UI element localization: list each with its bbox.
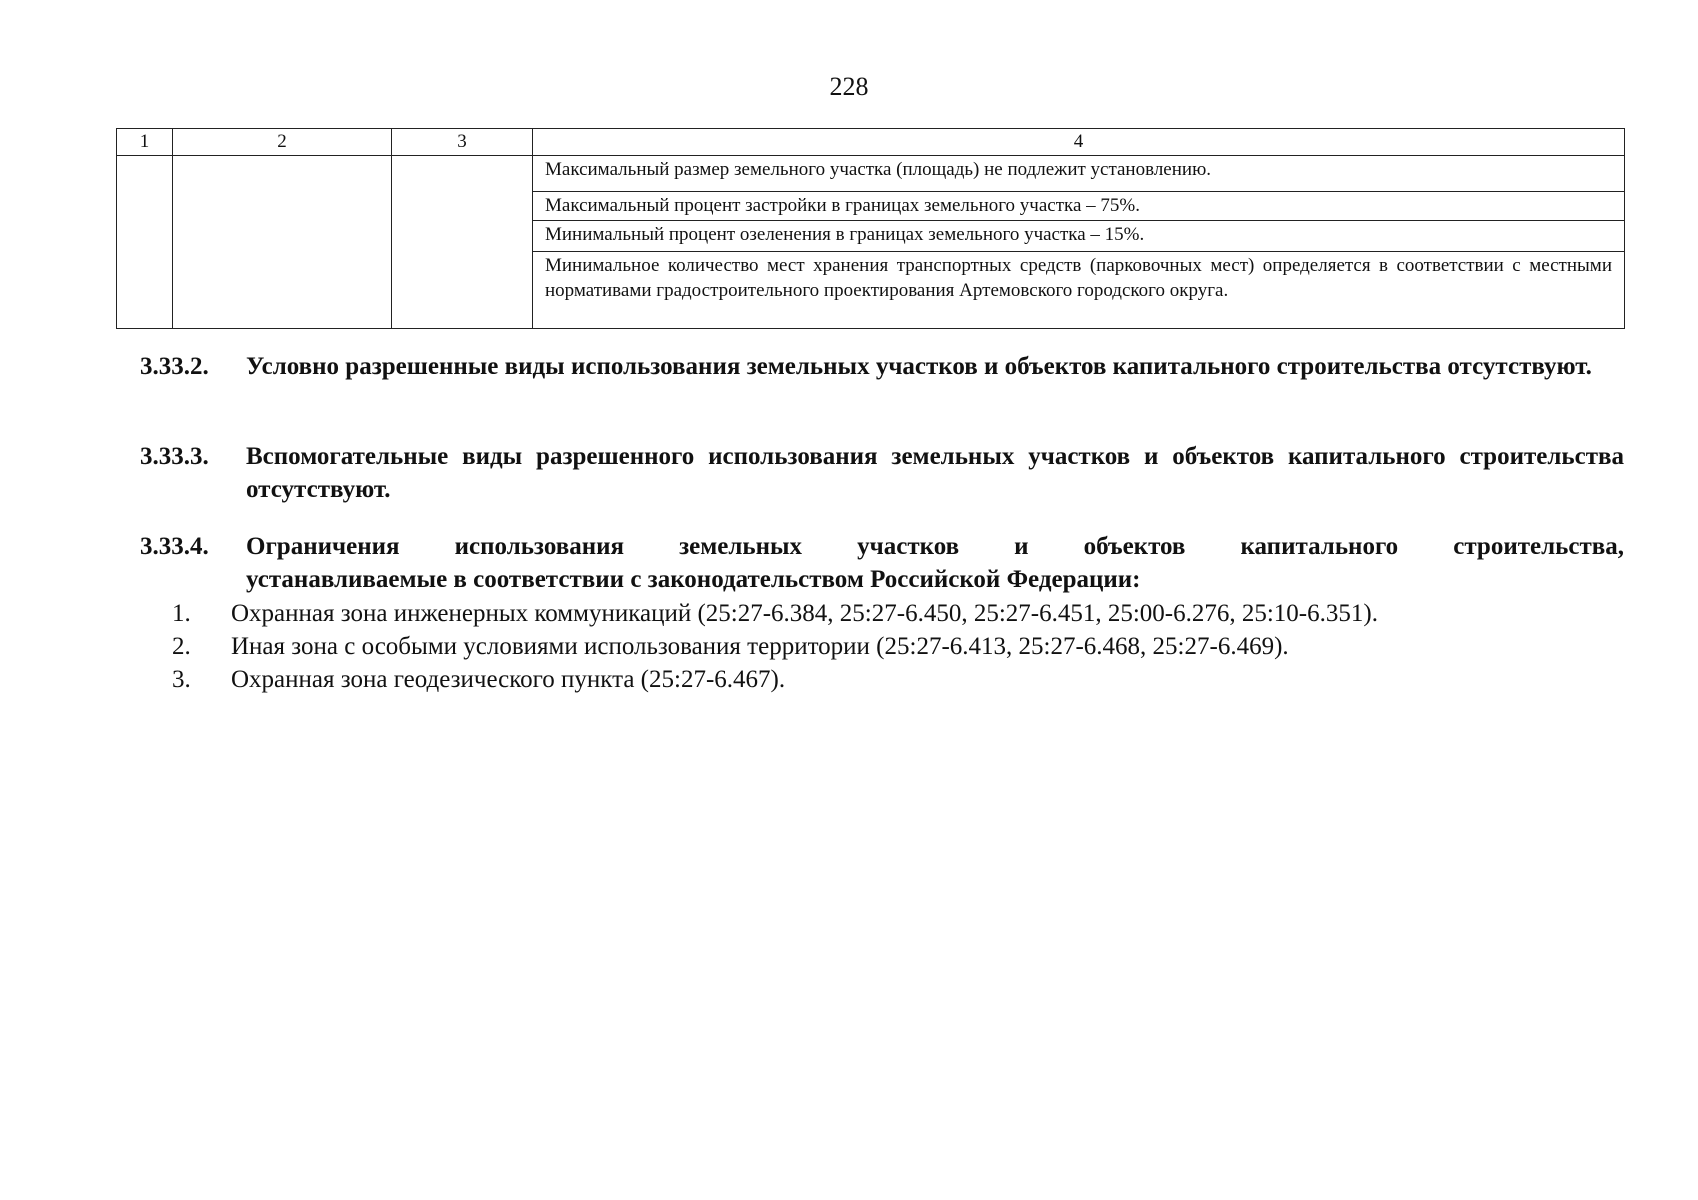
section-heading: Вспомогательные виды разрешенного использования земельных участков и объектов капитального строительства отсутствуют. (246, 443, 1624, 503)
list-item (172, 630, 1624, 663)
empty-cell-col-3 (392, 156, 533, 329)
list-item-text: Иная зона с особыми условиями использования территории (25:27-6.413, 25:27-6.468, 25:27-6.469). (231, 633, 1289, 660)
parameter-min-parking-spaces: Минимальное количество мест хранения транспортных средств (парковочных мест) определяется в соответствии с местными нормативами градостроительного проектирования Артемовского городского округа. (533, 252, 1625, 329)
parameter-max-plot-size: Максимальный размер земельного участка (площадь) не подлежит установлению. (533, 156, 1625, 192)
empty-cell-col-1 (117, 156, 173, 329)
empty-cell-col-2 (173, 156, 392, 329)
list-item (172, 663, 1624, 696)
parameter-min-greening-percent: Минимальный процент озеленения в границах земельного участка – 15%. (533, 221, 1625, 252)
list-item-number: 2. (172, 633, 191, 660)
section-auxiliary-uses (140, 440, 1624, 506)
list-item-number: 3. (172, 666, 191, 693)
section-conditional-uses (140, 350, 1624, 383)
column-header-1: 1 (117, 129, 173, 156)
table-header-row (117, 129, 1625, 156)
table-row (117, 156, 1625, 192)
list-item (172, 597, 1624, 630)
section-heading-line-1: Ограничения использования земельных участков и объектов капитального строительства, (246, 533, 1624, 560)
section-heading-line-2: устанавливаемые в соответствии с законодательством Российской Федерации: (246, 566, 1141, 593)
column-header-2: 2 (173, 129, 392, 156)
section-heading: Условно разрешенные виды использования земельных участков и объектов капитального строительства отсутствуют. (246, 353, 1592, 380)
section-number: 3.33.3. (140, 443, 209, 470)
page-number: 228 (829, 72, 869, 101)
column-header-4: 4 (533, 129, 1625, 156)
list-item-text: Охранная зона инженерных коммуникаций (25:27-6.384, 25:27-6.450, 25:27-6.451, 25:00-6.276, 25:10-6.351). (231, 600, 1378, 627)
zoning-parameters-table (116, 128, 1625, 329)
list-item-number: 1. (172, 600, 191, 627)
section-number: 3.33.4. (140, 533, 209, 560)
restrictions-list (172, 597, 1624, 696)
column-header-3: 3 (392, 129, 533, 156)
section-number: 3.33.2. (140, 353, 209, 380)
parameter-max-building-percent: Максимальный процент застройки в границах земельного участка – 75%. (533, 192, 1625, 221)
list-item-text: Охранная зона геодезического пункта (25:27-6.467). (231, 666, 786, 693)
section-restrictions (140, 530, 1624, 596)
